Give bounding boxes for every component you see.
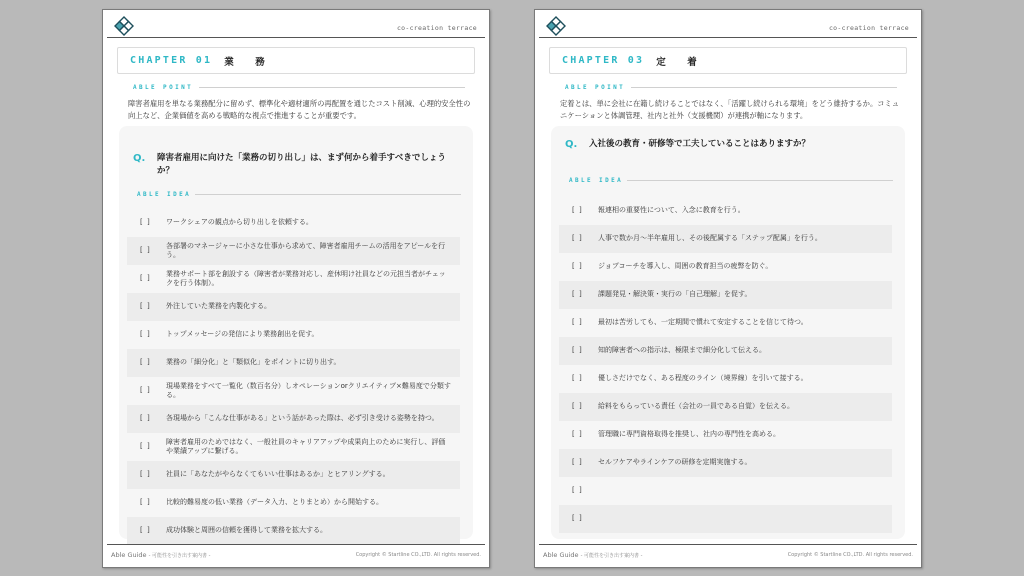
checkbox-bracket[interactable]: [ ]	[572, 514, 583, 523]
idea-item	[559, 225, 892, 253]
checkbox-bracket[interactable]: [ ]	[572, 374, 583, 383]
idea-list	[127, 209, 460, 545]
checkbox-bracket[interactable]: [ ]	[140, 442, 151, 451]
idea-text: 給料をもらっている責任（会社の一員である自覚）を伝える。	[598, 402, 794, 411]
brand-text: co-creation terrace	[828, 24, 909, 32]
idea-item	[127, 349, 460, 377]
idea-text: 課題発見・解決策・実行の「自己理解」を促す。	[598, 290, 752, 299]
checkbox-bracket[interactable]: [ ]	[140, 386, 151, 395]
idea-text: 管理職に専門資格取得を推奨し、社内の専門性を高める。	[598, 430, 780, 439]
idea-item	[127, 321, 460, 349]
checkbox-bracket[interactable]: [ ]	[140, 358, 151, 367]
idea-text: 優しさだけでなく、ある程度のライン（境界線）を引いて接する。	[598, 374, 808, 383]
footer-title: Able Guide	[543, 551, 579, 559]
able-idea-rule	[195, 194, 461, 195]
question-text: 入社後の教育・研修等で工夫していることはありますか？	[589, 139, 811, 149]
idea-text: ジョブコーチを導入し、周囲の教育担当の疲弊を防ぐ。	[598, 262, 773, 271]
idea-item	[127, 237, 460, 265]
idea-text: 現場業務をすべて一覧化（数百名分）しオペレーションorクリエイティブ×難易度で分類する。	[166, 381, 451, 399]
chapter-header	[117, 47, 475, 74]
checkbox-bracket[interactable]: [ ]	[140, 526, 151, 535]
chapter-header	[549, 47, 907, 74]
question-text: 障害者雇用に向けた「業務の切り出し」は、まず何から着手すべきでしょうか？	[157, 153, 446, 176]
able-idea-rule	[627, 180, 893, 181]
idea-item	[127, 405, 460, 433]
footer-guide-title	[543, 551, 642, 559]
document-page-chapter-03	[534, 9, 922, 568]
idea-list	[559, 197, 892, 533]
checkbox-bracket[interactable]: [ ]	[140, 218, 151, 227]
able-idea-label: ABLE IDEA	[569, 177, 624, 184]
checkbox-bracket[interactable]: [ ]	[572, 290, 583, 299]
idea-item	[559, 449, 892, 477]
checkbox-bracket[interactable]: [ ]	[572, 486, 583, 495]
footer-divider	[107, 544, 485, 545]
chapter-intro-text: 定着とは、単に会社に在籍し続けることではなく、「活躍し続けられる環境」をどう維持するか。コミュニケーションと体調管理、社内と社外（支援機関）が連携が軸になります。	[560, 99, 900, 120]
checkbox-bracket[interactable]: [ ]	[572, 402, 583, 411]
able-point-label: ABLE POINT	[133, 84, 194, 91]
checkbox-bracket[interactable]: [ ]	[572, 346, 583, 355]
footer-copyright: Copyright © Startline CO.,LTD. All rights reserved.	[355, 552, 481, 558]
footer-title: Able Guide	[111, 551, 147, 559]
footer-divider	[539, 544, 917, 545]
checkbox-bracket[interactable]: [ ]	[140, 274, 151, 283]
footer-subtitle: - 可能性を引き出す案内書 -	[580, 553, 643, 559]
idea-item	[127, 489, 460, 517]
idea-text: 各現場から「こんな仕事がある」という話があった際は、必ず引き受ける姿勢を持つ。	[166, 414, 439, 423]
idea-item	[127, 433, 460, 461]
idea-text: 社員に「あなたがやらなくてもいい仕事はあるか」とヒアリングする。	[166, 470, 390, 479]
chapter-title: 定 着	[656, 56, 703, 68]
idea-text: 最初は苦労しても、一定期間で慣れて安定することを信じて待つ。	[598, 318, 808, 327]
idea-item	[559, 253, 892, 281]
idea-item	[559, 477, 892, 505]
question-mark: Q.	[133, 153, 146, 164]
able-point-rule	[631, 87, 897, 88]
chapter-number: CHAPTER 03	[562, 55, 645, 66]
checkbox-bracket[interactable]: [ ]	[140, 498, 151, 507]
idea-text: ワークシェアの観点から切り出しを依頼する。	[166, 218, 313, 227]
idea-text: 障害者雇用のためではなく、一般社員のキャリアアップや成果向上のために実行し、評価や業績アップに繋げる。	[166, 437, 446, 455]
idea-item	[127, 461, 460, 489]
header-divider	[107, 37, 485, 38]
idea-text: 業務サポート部を創設する（障害者が業務対応し、産休明け社員などの元担当者がチェックを行う体制）。	[166, 269, 446, 287]
idea-text: 成功体験と周囲の信頼を獲得して業務を拡大する。	[166, 526, 327, 535]
idea-text: 報連相の重要性について、入念に教育を行う。	[598, 206, 745, 215]
idea-text: 比較的難易度の低い業務（データ入力、とりまとめ）から開始する。	[166, 498, 383, 507]
idea-item	[559, 281, 892, 309]
footer-subtitle: - 可能性を引き出す案内書 -	[148, 553, 211, 559]
chapter-title: 業 務	[224, 56, 271, 68]
idea-item	[559, 505, 892, 533]
brand-logo-icon	[546, 16, 566, 36]
able-idea-label: ABLE IDEA	[137, 191, 192, 198]
checkbox-bracket[interactable]: [ ]	[140, 414, 151, 423]
idea-item	[559, 197, 892, 225]
idea-item	[559, 365, 892, 393]
idea-item	[127, 293, 460, 321]
idea-text: セルフケアやラインケアの研修を定期実施する。	[598, 458, 752, 467]
checkbox-bracket[interactable]: [ ]	[572, 206, 583, 215]
idea-item	[127, 265, 460, 293]
checkbox-bracket[interactable]: [ ]	[572, 262, 583, 271]
checkbox-bracket[interactable]: [ ]	[572, 430, 583, 439]
header-divider	[539, 37, 917, 38]
checkbox-bracket[interactable]: [ ]	[140, 330, 151, 339]
idea-text: 人事で数か月〜半年雇用し、その後配属する「ステップ配属」を行う。	[598, 234, 822, 243]
footer-copyright: Copyright © Startline CO.,LTD. All rights reserved.	[787, 552, 913, 558]
idea-item	[559, 421, 892, 449]
checkbox-bracket[interactable]: [ ]	[572, 458, 583, 467]
able-point-rule	[199, 87, 465, 88]
idea-item	[559, 337, 892, 365]
checkbox-bracket[interactable]: [ ]	[140, 246, 151, 255]
footer-guide-title	[111, 551, 210, 559]
able-point-label: ABLE POINT	[565, 84, 626, 91]
idea-text: 外注していた業務を内製化する。	[166, 302, 271, 311]
idea-text: 業務の「細分化」と「類似化」をポイントに切り出す。	[166, 358, 341, 367]
brand-text: co-creation terrace	[396, 24, 477, 32]
idea-item	[127, 517, 460, 545]
checkbox-bracket[interactable]: [ ]	[140, 302, 151, 311]
idea-text: 知的障害者への指示は、極限まで細分化して伝える。	[598, 346, 766, 355]
question-mark: Q.	[565, 139, 578, 150]
chapter-intro-text: 障害者雇用を単なる業務配分に留めず、標準化や適材適所の再配置を通じたコスト削減、心理的安全性の向上など、企業価値を高める戦略的な視点で推進することが重要です。	[128, 99, 471, 120]
checkbox-bracket[interactable]: [ ]	[572, 234, 583, 243]
document-page-chapter-01	[102, 9, 490, 568]
checkbox-bracket[interactable]: [ ]	[140, 470, 151, 479]
checkbox-bracket[interactable]: [ ]	[572, 318, 583, 327]
chapter-number: CHAPTER 01	[130, 55, 213, 66]
idea-item	[559, 309, 892, 337]
idea-text: 各部署のマネージャーに小さな仕事から求めて、障害者雇用チームの活用をアピールを行う。	[166, 241, 446, 259]
idea-text: トップメッセージの発信により業務創出を促す。	[166, 330, 319, 339]
brand-logo-icon	[114, 16, 134, 36]
idea-item	[127, 377, 460, 405]
idea-item	[559, 393, 892, 421]
idea-item	[127, 209, 460, 237]
question-card	[119, 126, 473, 539]
question-card	[551, 126, 905, 539]
